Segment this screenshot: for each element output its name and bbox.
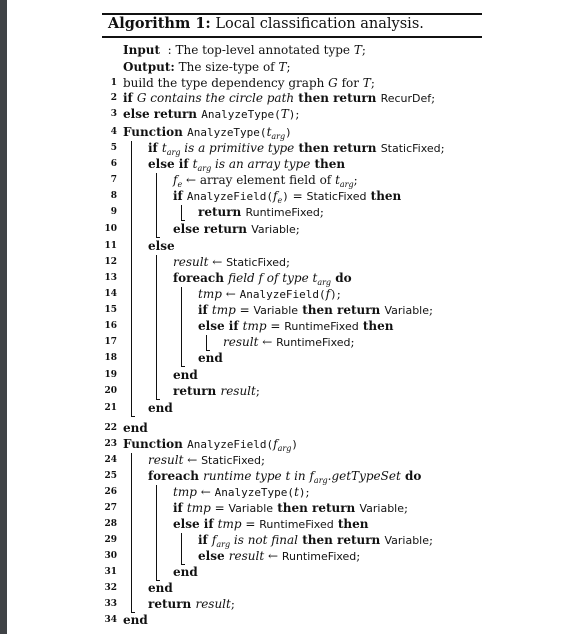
code-token: else if	[148, 157, 193, 171]
code-token: ;	[350, 335, 355, 349]
code-token: return	[173, 384, 221, 398]
code-token: return	[148, 597, 196, 611]
line-number: 7	[110, 175, 117, 185]
code-token: end	[123, 421, 148, 435]
code-line	[123, 420, 148, 436]
block-rule	[156, 255, 157, 399]
code-token: tmp	[186, 501, 211, 515]
code-line	[173, 367, 198, 383]
code-token: Variable	[253, 304, 299, 317]
code-line	[123, 124, 292, 140]
code-token: ←	[221, 287, 240, 301]
code-token: RuntimeFixed	[281, 550, 357, 563]
code-token: else return	[173, 222, 252, 236]
code-token: RuntimeFixed	[259, 518, 334, 531]
code-token: StaticFixed	[306, 190, 367, 203]
code-token: ←	[196, 485, 215, 499]
code-line	[198, 302, 433, 318]
code-token: if	[173, 501, 187, 515]
code-token: then return	[294, 141, 381, 155]
block-end-tick	[156, 580, 160, 581]
code-line	[173, 270, 352, 286]
code-token: ;	[230, 597, 235, 611]
code-token: Variable	[384, 534, 430, 547]
code-token: ←	[264, 549, 282, 563]
line-number: 13	[104, 273, 117, 283]
code-line	[173, 254, 290, 270]
line-number: 27	[104, 503, 117, 513]
code-token: RuntimeFixed	[284, 320, 359, 333]
code-token: T	[362, 76, 371, 90]
code-token: ;	[431, 91, 436, 105]
code-token: arg	[339, 180, 354, 189]
code-token: t	[192, 157, 198, 171]
code-line	[223, 334, 355, 350]
code-token: result	[223, 335, 259, 349]
code-token: )	[285, 126, 292, 139]
code-token: e	[277, 196, 283, 205]
code-token: if	[148, 141, 162, 155]
line-number: 26	[104, 487, 117, 497]
code-token: AnalyzeType(	[214, 486, 295, 499]
code-token: arg	[277, 444, 292, 453]
code-token: RuntimeFixed	[245, 206, 320, 219]
code-token: else if	[198, 319, 243, 333]
code-token: result	[220, 384, 256, 398]
code-token: Variable	[359, 502, 405, 515]
caption-text: Local classification analysis.	[210, 16, 424, 32]
block-rule	[131, 453, 132, 612]
code-token: ←	[183, 453, 202, 467]
code-line	[148, 452, 265, 468]
code-token: foreach	[148, 469, 204, 483]
code-token: )	[298, 486, 306, 499]
code-token: ;	[319, 205, 324, 219]
code-token: RuntimeFixed	[276, 336, 351, 349]
code-line	[173, 564, 198, 580]
code-line	[173, 188, 401, 204]
code-token: do	[400, 469, 422, 483]
code-token: RecurDef	[380, 92, 432, 105]
line-number: 18	[104, 353, 117, 363]
line-number: 28	[104, 519, 117, 529]
code-token: The size-type of	[174, 60, 279, 74]
code-token: ;	[305, 485, 310, 499]
code-token: then return	[298, 303, 385, 317]
code-token: arg	[166, 148, 181, 157]
line-number: 12	[104, 257, 117, 267]
code-token: if	[198, 303, 212, 317]
code-token: ←	[208, 255, 227, 269]
block-rule	[131, 141, 132, 416]
code-token: arg	[271, 132, 286, 141]
code-line	[198, 318, 394, 334]
code-token: end	[173, 565, 198, 579]
algorithm-caption	[108, 15, 424, 32]
line-number: 19	[104, 370, 117, 380]
code-token: then	[333, 517, 369, 531]
code-token: arg	[216, 540, 231, 549]
code-token: f	[173, 173, 178, 187]
code-token: build the type dependency graph	[123, 76, 329, 90]
code-token: AnalyzeField(	[187, 438, 274, 451]
code-line	[123, 59, 291, 75]
code-token: ;	[370, 76, 375, 90]
block-end-tick	[181, 366, 185, 367]
code-token: ;	[295, 222, 300, 236]
code-token: field f of type t	[228, 271, 318, 285]
line-number: 24	[104, 455, 117, 465]
line-number: 6	[110, 159, 117, 169]
code-token: =	[266, 319, 285, 333]
code-token: ;	[404, 501, 409, 515]
block-rule	[206, 335, 207, 350]
code-token: t	[335, 173, 340, 187]
code-token: if	[123, 91, 137, 105]
line-number: 30	[104, 551, 117, 561]
code-token: Output:	[123, 60, 175, 74]
block-end-tick	[181, 220, 185, 221]
code-token: end	[173, 368, 198, 382]
line-number: 16	[104, 321, 117, 331]
code-token: =	[235, 303, 254, 317]
code-token: StaticFixed	[201, 454, 262, 467]
code-token: ;	[286, 255, 291, 269]
code-token: f	[273, 437, 278, 451]
code-token: ;	[255, 384, 260, 398]
line-number: 21	[104, 403, 117, 413]
code-line	[123, 612, 148, 628]
code-token: .getTypeSet	[327, 469, 401, 483]
code-line	[123, 90, 435, 106]
code-line	[148, 580, 173, 596]
code-token: t	[161, 141, 167, 155]
code-token: else return	[123, 107, 202, 121]
line-number: 5	[110, 143, 117, 153]
code-token: do	[331, 271, 352, 285]
line-number: 4	[110, 127, 117, 137]
code-token: t	[266, 125, 272, 139]
line-number: 11	[104, 241, 117, 251]
code-line	[198, 204, 324, 220]
code-token: then	[310, 157, 346, 171]
code-line	[148, 140, 445, 156]
code-token: ←	[258, 335, 277, 349]
code-token: else	[148, 239, 175, 253]
code-token: tmp	[217, 517, 242, 531]
code-token: is a primitive type	[180, 141, 295, 155]
code-line	[173, 516, 369, 532]
caption-label: Algorithm 1:	[108, 15, 211, 32]
code-token: Function	[123, 437, 188, 451]
code-token: AnalyzeType(	[187, 126, 267, 139]
code-token: foreach	[173, 271, 229, 285]
code-token: arg	[197, 164, 212, 173]
code-token: for	[337, 76, 363, 90]
code-line	[123, 436, 298, 452]
code-token: tmp	[173, 485, 197, 499]
code-token: f	[273, 189, 278, 203]
code-token: =	[210, 501, 229, 515]
block-rule	[156, 173, 157, 237]
code-token: StaticFixed	[226, 256, 287, 269]
code-token: )	[291, 438, 298, 451]
line-number: 3	[110, 109, 117, 119]
block-end-tick	[156, 237, 160, 238]
code-token: StaticFixed	[380, 142, 441, 155]
line-number: 1	[110, 78, 117, 88]
line-number: 8	[110, 191, 117, 201]
code-token: Variable	[228, 502, 274, 515]
code-line	[173, 172, 358, 188]
code-token: =	[288, 189, 307, 203]
code-token: end	[148, 581, 173, 595]
line-number: 10	[104, 224, 117, 234]
line-number: 25	[104, 471, 117, 481]
code-token: )	[288, 108, 296, 121]
code-line	[173, 383, 260, 399]
code-token: tmp	[242, 319, 267, 333]
line-number: 23	[104, 439, 117, 449]
code-token: ← array element field of	[182, 173, 336, 187]
code-token: G	[328, 76, 338, 90]
code-line	[198, 532, 433, 548]
code-token: else if	[173, 517, 218, 531]
code-token: if	[173, 189, 187, 203]
code-token: Input	[123, 43, 160, 57]
code-token: runtime type t in f	[203, 469, 314, 483]
line-number: 22	[104, 423, 117, 433]
line-number: 32	[104, 583, 117, 593]
code-token: is an array type	[211, 157, 311, 171]
code-token: =	[241, 517, 260, 531]
code-token: ;	[429, 533, 434, 547]
block-rule	[181, 533, 182, 564]
code-token: is not final	[230, 533, 299, 547]
code-token: else	[198, 549, 229, 563]
code-line	[198, 286, 341, 302]
code-token: f	[211, 533, 217, 547]
code-token: then	[358, 319, 394, 333]
code-token: then return	[273, 501, 360, 515]
code-line	[123, 42, 366, 58]
code-token: arg	[313, 476, 328, 485]
code-token: then return	[294, 91, 381, 105]
code-token: ;	[295, 107, 300, 121]
code-token: AnalyzeField(	[239, 288, 326, 301]
block-rule	[181, 205, 182, 220]
code-line	[123, 106, 299, 122]
code-line	[148, 596, 235, 612]
block-end-tick	[206, 350, 210, 351]
code-token: then	[366, 189, 402, 203]
code-token: result	[195, 597, 231, 611]
code-token: ;	[356, 549, 361, 563]
block-end-tick	[131, 612, 135, 613]
code-token: end	[198, 351, 223, 365]
line-number: 20	[104, 386, 117, 396]
code-token: if	[198, 533, 212, 547]
code-line	[148, 400, 173, 416]
line-number: 17	[104, 337, 117, 347]
code-token: end	[148, 401, 173, 415]
code-token: ;	[261, 453, 266, 467]
line-number: 31	[104, 567, 117, 577]
code-line	[123, 75, 375, 91]
code-token: result	[148, 453, 184, 467]
code-token: tmp	[198, 287, 222, 301]
line-number: 14	[104, 289, 117, 299]
window-edge	[0, 0, 7, 634]
line-number: 15	[104, 305, 117, 315]
line-number: 2	[110, 93, 117, 103]
code-token: t	[294, 485, 299, 499]
code-line	[173, 500, 408, 516]
code-token: e	[177, 180, 183, 189]
code-token: Variable	[251, 223, 296, 236]
code-token: T	[353, 43, 362, 57]
code-token: AnalyzeField(	[186, 190, 273, 203]
code-token: result	[173, 255, 209, 269]
code-line	[198, 548, 360, 564]
code-token: then return	[298, 533, 385, 547]
block-end-tick	[131, 416, 135, 417]
code-line	[148, 468, 421, 484]
code-line	[198, 350, 223, 366]
code-token: return	[198, 205, 246, 219]
code-token: AnalyzeType(	[201, 108, 281, 121]
block-end-tick	[156, 399, 160, 400]
code-token: ;	[336, 287, 341, 301]
block-rule	[156, 485, 157, 580]
code-token: )	[330, 288, 337, 301]
code-line	[148, 156, 345, 172]
code-token: f	[325, 287, 331, 301]
block-end-tick	[181, 564, 185, 565]
code-token: Function	[123, 125, 188, 139]
code-token: tmp	[211, 303, 236, 317]
code-token: T	[278, 60, 287, 74]
code-token: ;	[429, 303, 434, 317]
code-token: G contains the circle path	[136, 91, 295, 105]
code-token: ;	[440, 141, 445, 155]
code-token: end	[123, 613, 148, 627]
code-line	[173, 221, 300, 237]
code-token: ;	[286, 60, 291, 74]
line-number: 34	[104, 615, 117, 625]
code-token: result	[228, 549, 265, 563]
code-token: )	[282, 190, 289, 203]
code-token: : The top-level annotated type	[160, 43, 354, 57]
line-number: 33	[104, 599, 117, 609]
caption-rule	[102, 36, 482, 38]
code-line	[173, 484, 310, 500]
algorithm-box	[102, 0, 482, 634]
line-number: 29	[104, 535, 117, 545]
code-line	[148, 238, 175, 254]
line-number: 9	[110, 207, 117, 217]
code-token: ;	[353, 173, 358, 187]
code-token: ;	[361, 43, 366, 57]
code-token: T	[280, 107, 289, 121]
code-token: Variable	[384, 304, 430, 317]
block-rule	[181, 287, 182, 366]
code-token: arg	[317, 278, 332, 287]
